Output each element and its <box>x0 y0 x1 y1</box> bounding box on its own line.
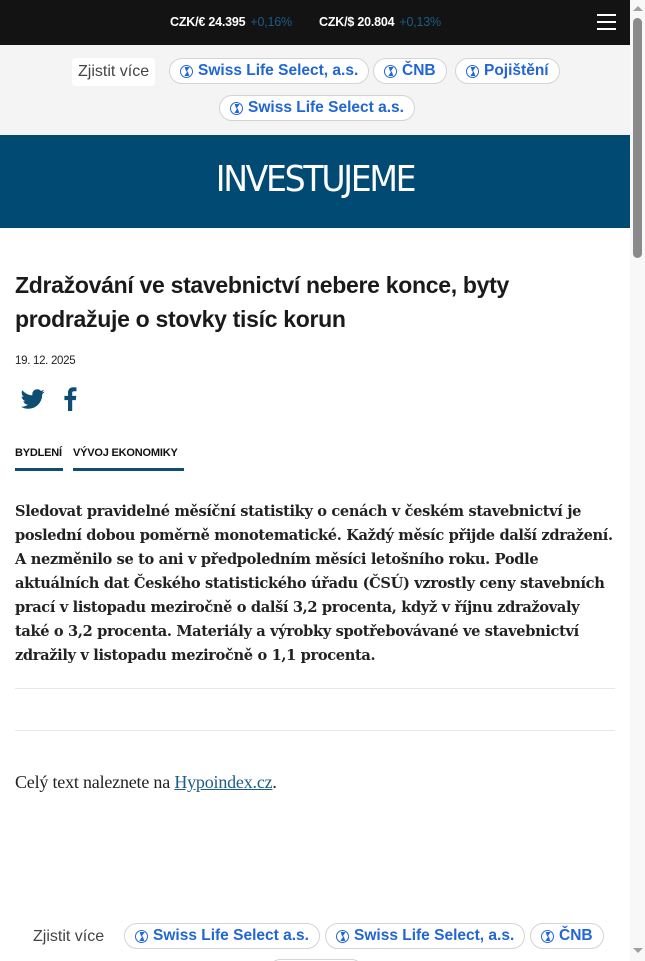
tag-pill-label: Swiss Life Select, a.s. <box>354 927 515 944</box>
bolt-circle-icon <box>336 930 349 943</box>
tag-strip <box>0 45 630 135</box>
hamburger-icon[interactable] <box>597 14 617 31</box>
bolt-circle-icon <box>466 65 479 78</box>
rate-eur-value: CZK/€ 24.395 <box>170 15 246 29</box>
source-link[interactable]: Hypoindex.cz <box>174 772 273 792</box>
brand-banner <box>0 135 630 228</box>
tag-pill-label: Swiss Life Select, a.s. <box>198 62 359 79</box>
top-bar <box>0 0 630 45</box>
rate-usd-change: +0,13% <box>399 15 441 29</box>
article-date: 19. 12. 2025 <box>15 355 76 367</box>
rate-usd-value: CZK/$ 20.804 <box>319 15 395 29</box>
twitter-icon[interactable] <box>21 387 45 411</box>
divider <box>15 688 615 689</box>
bolt-circle-icon <box>230 102 243 115</box>
divider <box>15 730 615 731</box>
tag-pill-swiss-life-select-comma[interactable] <box>169 58 369 84</box>
tag-pill-cnb[interactable] <box>373 58 447 84</box>
source-suffix: . <box>272 772 277 792</box>
brand-logo[interactable]: INVESTUJEME <box>215 159 415 200</box>
learn-more-label: Zjistit více <box>72 58 155 86</box>
tag-pill-label: Swiss Life Select a.s. <box>248 99 404 116</box>
learn-more-label: Zjistit více <box>33 928 105 945</box>
tag-pill-label: Swiss Life Select a.s. <box>153 927 309 944</box>
tag-pill-swiss-life-select-comma[interactable] <box>325 923 525 949</box>
tag-pill-label: ČNB <box>559 927 593 944</box>
scrollbar[interactable] <box>630 0 645 961</box>
category-vyvoj-ekonomiky[interactable]: VÝVOJ EKONOMIKY <box>73 447 184 471</box>
bottom-tag-strip <box>0 905 630 961</box>
source-note <box>15 772 277 793</box>
article-title: Zdražování ve stavebnictví nebere konce, byty prodražuje o stovky tisíc korun <box>15 272 509 332</box>
facebook-icon[interactable] <box>63 387 77 411</box>
tag-pill-label: ČNB <box>402 62 436 79</box>
article-body: Sledovat pravidelné měsíční statistiky o cenách v českém stavebnictví je poslední dobou poměrně monotematické. Každý měsíc přijde další zdražení. A nezměnilo se to ani v předpoledním měsíci letošního roku. Podle aktuálních dat Českého statistického úřadu (ČSÚ) vzrostly ceny stavebních prací v listopadu meziročně o další 3,2 procenta, když v říjnu zdražovaly také o 3,2 procenta. Materiály a výrobky spotřebovávané ve stavebnictví zdražily v listopadu meziročně o 1,1 procenta. <box>15 503 613 664</box>
bolt-circle-icon <box>384 65 397 78</box>
tag-pill-swiss-life-select[interactable] <box>124 923 320 949</box>
bolt-circle-icon <box>541 930 554 943</box>
rate-eur-change: +0,16% <box>250 15 292 29</box>
category-bydleni[interactable]: BYDLENÍ <box>15 447 63 471</box>
bolt-circle-icon <box>180 65 193 78</box>
tag-pill-cnb[interactable] <box>530 923 604 949</box>
scroll-down-arrow-icon[interactable] <box>633 948 643 953</box>
tag-pill-swiss-life-select[interactable] <box>219 95 415 121</box>
rate-eur <box>170 15 292 29</box>
source-prefix: Celý text naleznete na <box>15 772 175 792</box>
tag-pill-label: Pojištění <box>484 62 549 79</box>
tag-pill-pojisteni[interactable] <box>455 58 560 84</box>
scroll-up-arrow-icon[interactable] <box>633 6 643 11</box>
scrollbar-thumb[interactable] <box>633 18 642 258</box>
rate-usd <box>319 15 441 29</box>
bolt-circle-icon <box>135 930 148 943</box>
